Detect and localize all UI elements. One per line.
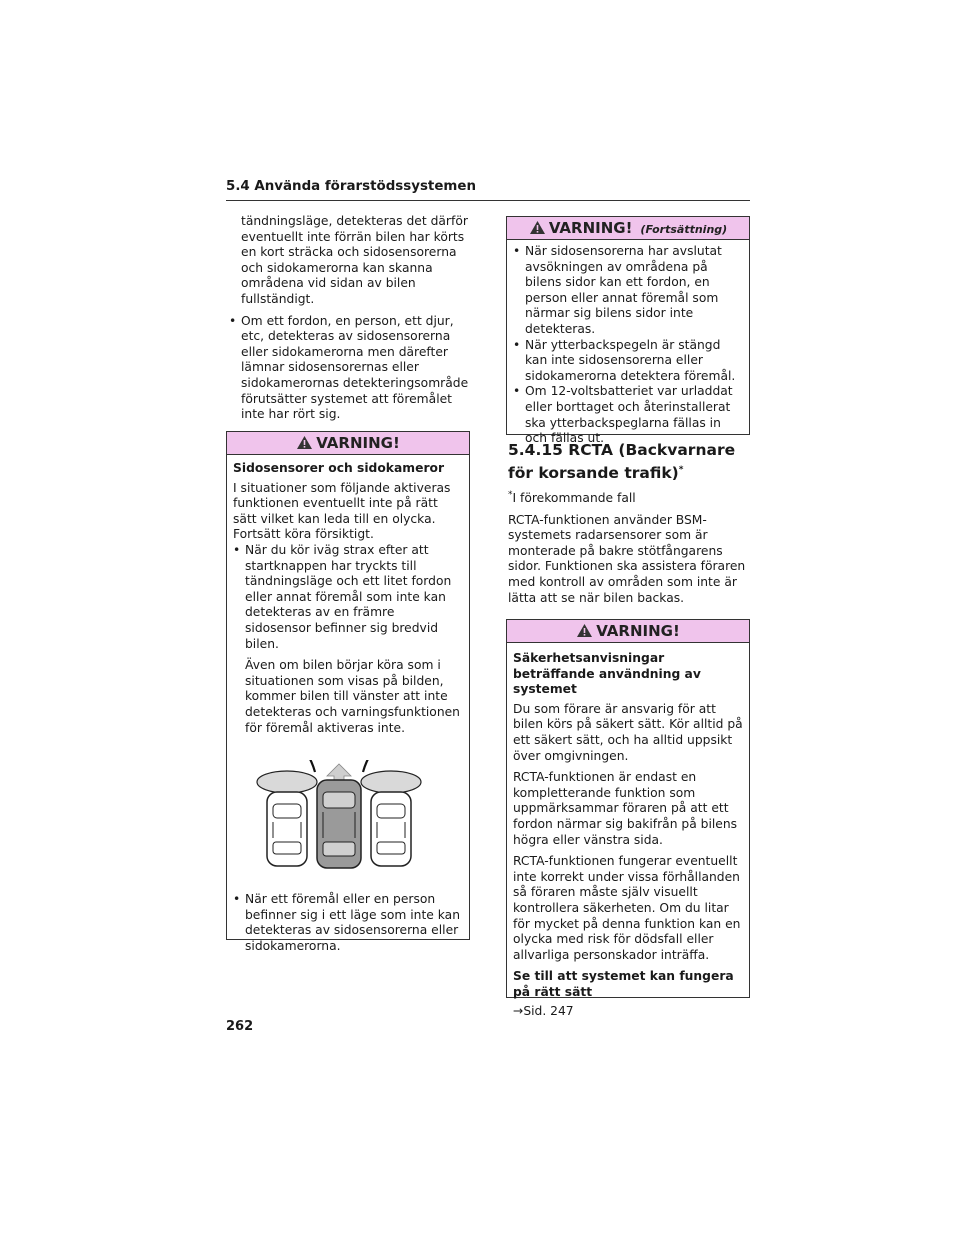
sensor-line-left [305,760,315,772]
reference-text: Sid. 247 [523,1004,574,1019]
warning-label: VARNING! [316,434,400,452]
footnote-text: I förekommande fall [512,491,636,506]
warning-box-rcta [506,619,750,1019]
heading-mark: * [678,465,684,475]
section-header [226,178,750,201]
list-item: • När ett föremål eller en person befinner sig i ett läge som inte kan detekteras av sidosensorerna eller sidokamerorna. [233,892,463,954]
own-vehicle [317,780,361,868]
section-heading-rcta [508,440,748,483]
section-title: 5.4 Använda förarstödssystemen [226,179,476,194]
rcta-text [508,488,748,612]
warning-subtitle: Sidosensorer och sidokameror [233,461,445,475]
heading-text: 5.4.15 RCTA (Backvarnare för korsande trafik) [508,441,736,483]
sensor-line-right [363,760,373,772]
footnote-mark: * [508,490,513,500]
intro-paragraph: tändningsläge, detekteras det därför eventuellt inte förrän bilen har körts en kort sträcka och sidosensorerna och sidokamerorna kan skanna områdena vid sidan av bilen fullständigt. [241,214,468,306]
warning-paragraph: I situationer som följande aktiveras funktionen eventuellt inte på rätt sätt vilket kan leda till en olycka. Fortsätt köra försiktigt. [233,480,451,542]
warning-box-continued [506,216,750,446]
list-item-text: • När du kör iväg strax efter att startknappen har tryckts till tändningsläge och ett litet fordon eller annat föremål som inte kan detekteras av en främre sidosensor befinner sig bredvid bilen. [245,542,452,651]
list-item: • När sidosensorerna har avslutat avsökningen av områdena på bilens sidor kan ett fordon, en person eller annat föremål som närmar sig bilens sidor inte detekteras. [513,244,743,338]
warning-bullet-list [513,244,743,447]
page-reference[interactable] [513,1004,743,1020]
page-number: 262 [226,1019,254,1034]
warning-paragraph: RCTA-funktionen är endast en kompletterande funktion som uppmärksammar föraren på att ett fordon närmar sig bakifrån på bilens högra eller vänstra sida. [513,770,738,847]
rcta-paragraph: RCTA-funktionen använder BSM-systemets radarsensorer som är monterade på bakre stötfångarens sidor. Funktionen ska assistera föraren med kontroll av områden som inte är lätta att se när bilen backas. [508,512,746,605]
warning-header [507,620,749,643]
continued-label: (Fortsättning) [640,223,728,236]
detection-area-right [361,771,421,793]
warning-triangle-icon [576,622,593,644]
warning-subtitle: Se till att systemet kan fungera på rätt sätt [513,969,734,999]
warning-header [227,432,469,455]
list-item-text-cont: Även om bilen börjar köra som i situationen som visas på bilden, kommer bilen till vänster att inte detekteras och varningsfunktionen för föremål aktiveras inte. [245,658,460,735]
warning-bullet-list-2 [233,892,463,954]
list-item: • När ytterbackspegeln är stängd kan inte sidosensorerna eller sidokamerorna detektera föremål. [513,338,743,385]
warning-subtitle: Säkerhetsanvisningar beträffande användning av systemet [513,651,701,697]
parked-car-right [371,792,411,866]
warning-label: VARNING! [548,219,633,237]
warning-header [507,217,749,240]
detection-area-left [257,771,317,793]
parked-car-left [267,792,307,866]
arrow-right-icon: → [513,1004,524,1019]
left-bullet-list [229,314,469,423]
warning-body [227,455,469,962]
warning-triangle-icon [296,434,313,456]
warning-paragraph: Du som förare är ansvarig för att bilen körs på säkert sätt. Kör alltid på ett säkert sätt, och ha alltid uppsikt över omgivningen. [513,701,743,763]
parking-illustration [249,760,429,872]
warning-triangle-icon [529,219,546,241]
warning-body [507,240,749,451]
warning-paragraph: RCTA-funktionen fungerar eventuellt inte korrekt under vissa förhållanden så föraren måste själv visuellt kontrollera säkerheten. Om du litar för mycket på denna funktion kan en olycka med risk för dödsfall eller allvarliga personskador inträffa. [513,854,741,962]
list-item: • Om ett fordon, en person, ett djur, etc, detekteras av sidosensorerna eller sidokamerorna men därefter lämnar sidosensorernas eller sidokamerornas detekteringsområde förutsätter systemet att föremålet inte har rört sig. [229,314,469,423]
warning-body [507,643,749,1030]
warning-box-side-sensors [226,431,470,953]
warning-label: VARNING! [596,622,680,640]
footnote [508,488,748,507]
list-item: • Om 12-voltsbatteriet var urladdat eller borttaget och återinstallerat ska ytterbackspeglarna fällas in och fällas ut. [513,384,743,446]
list-item [233,543,463,736]
warning-bullet-list [233,543,463,736]
left-column-text [229,214,469,427]
